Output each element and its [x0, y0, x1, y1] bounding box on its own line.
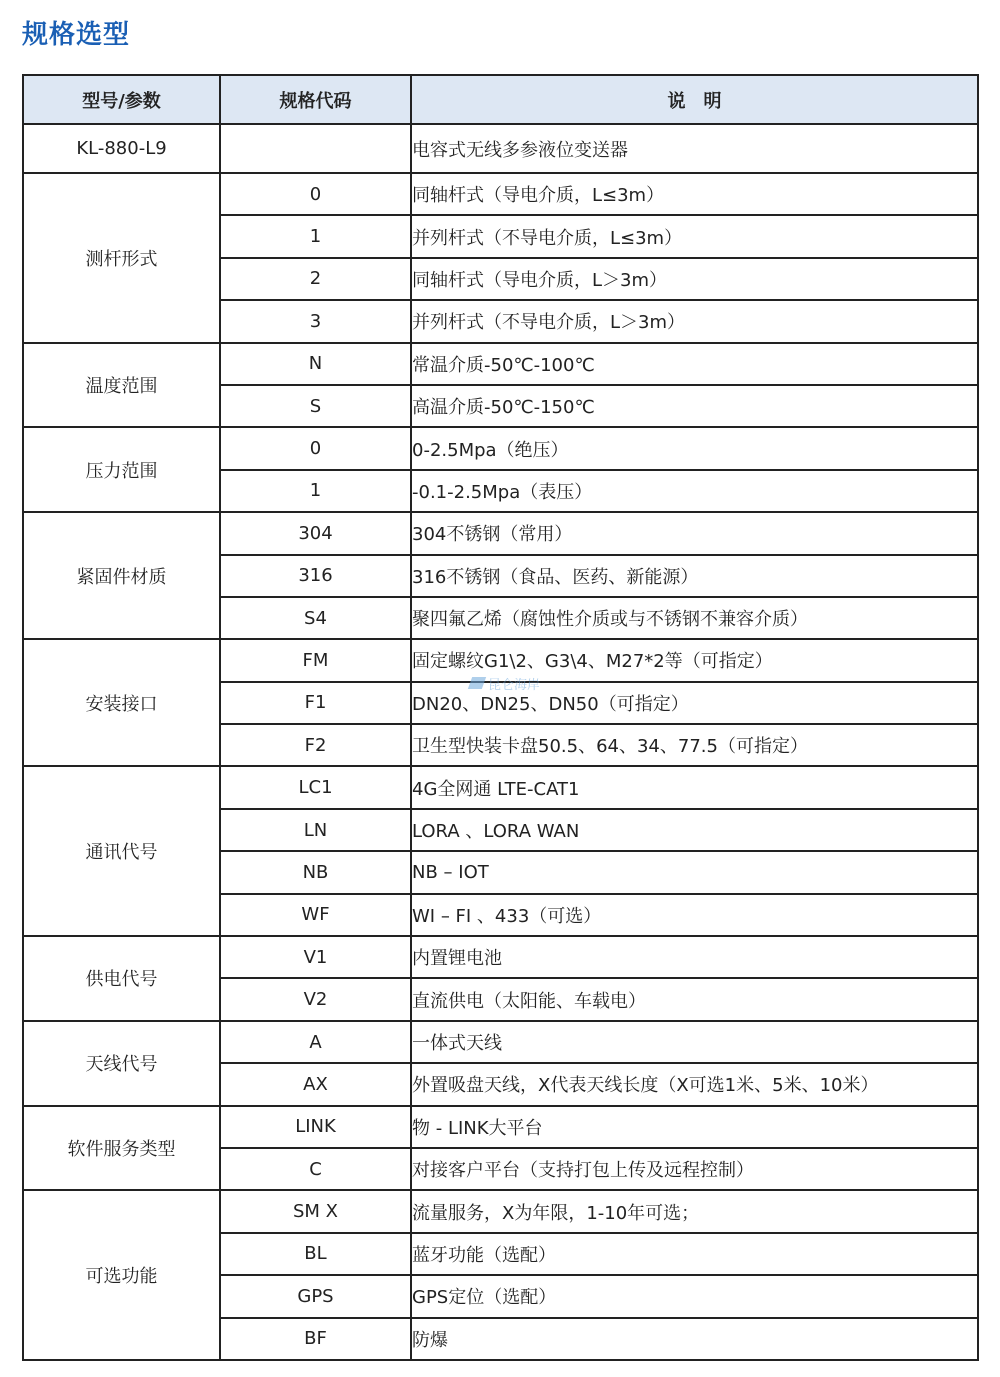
watermark-logo-icon	[468, 677, 486, 689]
spec-code: 316	[220, 555, 411, 597]
spec-description: 常温介质-50℃-100℃	[411, 343, 978, 385]
spec-description: GPS定位（选配）	[411, 1275, 978, 1317]
table-row	[23, 766, 978, 808]
spec-description: 外置吸盘天线，X代表天线长度（X可选1米、5米、10米）	[411, 1063, 978, 1105]
spec-code: 304	[220, 512, 411, 554]
spec-table	[22, 74, 979, 1361]
spec-description: 聚四氟乙烯（腐蚀性介质或与不锈钢不兼容介质）	[411, 597, 978, 639]
spec-description: 卫生型快装卡盘50.5、64、34、77.5（可指定）	[411, 724, 978, 766]
spec-description: 防爆	[411, 1318, 978, 1360]
page-title: 规格选型	[22, 20, 131, 50]
spec-code: LN	[220, 809, 411, 851]
category-label: 测杆形式	[23, 173, 220, 343]
spec-code: N	[220, 343, 411, 385]
category-label: 软件服务类型	[23, 1106, 220, 1191]
spec-code: BL	[220, 1233, 411, 1275]
spec-description: 物 - LINK大平台	[411, 1106, 978, 1148]
category-label: 供电代号	[23, 936, 220, 1021]
table-row	[23, 343, 978, 385]
spec-code: 0	[220, 427, 411, 469]
category-label: 温度范围	[23, 343, 220, 428]
spec-description: 4G全网通 LTE-CAT1	[411, 766, 978, 808]
spec-description: 固定螺纹G1\2、G3\4、M27*2等（可指定）	[411, 639, 978, 681]
spec-code: S	[220, 385, 411, 427]
spec-code: V2	[220, 978, 411, 1020]
spec-code: 3	[220, 300, 411, 342]
category-label: 天线代号	[23, 1021, 220, 1106]
spec-code: FM	[220, 639, 411, 681]
spec-code: 2	[220, 258, 411, 300]
watermark	[470, 674, 558, 692]
spec-description: 并列杆式（不导电介质，L＞3m）	[411, 300, 978, 342]
spec-code: F2	[220, 724, 411, 766]
category-label: 压力范围	[23, 427, 220, 512]
spec-description: -0.1-2.5Mpa（表压）	[411, 470, 978, 512]
spec-code: C	[220, 1148, 411, 1190]
spec-description: 同轴杆式（导电介质，L≤3m）	[411, 173, 978, 215]
table-header-row	[23, 75, 978, 124]
model-name: KL-880-L9	[23, 124, 220, 173]
spec-description: 蓝牙功能（选配）	[411, 1233, 978, 1275]
spec-description: 流量服务，X为年限，1-10年可选；	[411, 1190, 978, 1232]
spec-description: 并列杆式（不导电介质，L≤3m）	[411, 215, 978, 257]
spec-description: 对接客户平台（支持打包上传及远程控制）	[411, 1148, 978, 1190]
spec-code: BF	[220, 1318, 411, 1360]
category-label: 可选功能	[23, 1190, 220, 1360]
spec-description: WI – FI 、433（可选）	[411, 894, 978, 936]
spec-description: 0-2.5Mpa（绝压）	[411, 427, 978, 469]
model-row	[23, 124, 978, 173]
header-model: 型号/参数	[23, 75, 220, 124]
spec-description: 高温介质-50℃-150℃	[411, 385, 978, 427]
watermark-text: 昆仑海岸	[488, 677, 541, 693]
spec-description: NB – IOT	[411, 851, 978, 893]
spec-description: DN20、DN25、DN50（可指定）	[411, 682, 978, 724]
spec-code: V1	[220, 936, 411, 978]
spec-description: 内置锂电池	[411, 936, 978, 978]
table-row	[23, 1106, 978, 1148]
category-label: 紧固件材质	[23, 512, 220, 639]
table-row	[23, 1190, 978, 1232]
spec-description: 直流供电（太阳能、车载电）	[411, 978, 978, 1020]
header-description: 说 明	[411, 75, 978, 124]
spec-code: GPS	[220, 1275, 411, 1317]
spec-code: A	[220, 1021, 411, 1063]
table-row	[23, 173, 978, 215]
spec-description: 304不锈钢（常用）	[411, 512, 978, 554]
category-label: 安装接口	[23, 639, 220, 766]
spec-code: SM X	[220, 1190, 411, 1232]
spec-code: 1	[220, 470, 411, 512]
spec-description: 同轴杆式（导电介质，L＞3m）	[411, 258, 978, 300]
spec-code: S4	[220, 597, 411, 639]
spec-description: 一体式天线	[411, 1021, 978, 1063]
spec-description: 316不锈钢（食品、医药、新能源）	[411, 555, 978, 597]
spec-code: LINK	[220, 1106, 411, 1148]
spec-code: LC1	[220, 766, 411, 808]
header-code: 规格代码	[220, 75, 411, 124]
spec-code: 0	[220, 173, 411, 215]
spec-code: 1	[220, 215, 411, 257]
spec-code: NB	[220, 851, 411, 893]
spec-code: F1	[220, 682, 411, 724]
table-row	[23, 936, 978, 978]
spec-code: WF	[220, 894, 411, 936]
table-row	[23, 1021, 978, 1063]
model-description: 电容式无线多参液位变送器	[411, 124, 978, 173]
spec-code: AX	[220, 1063, 411, 1105]
category-label: 通讯代号	[23, 766, 220, 936]
model-code	[220, 124, 411, 173]
table-row	[23, 512, 978, 554]
spec-description: LORA 、LORA WAN	[411, 809, 978, 851]
table-row	[23, 427, 978, 469]
